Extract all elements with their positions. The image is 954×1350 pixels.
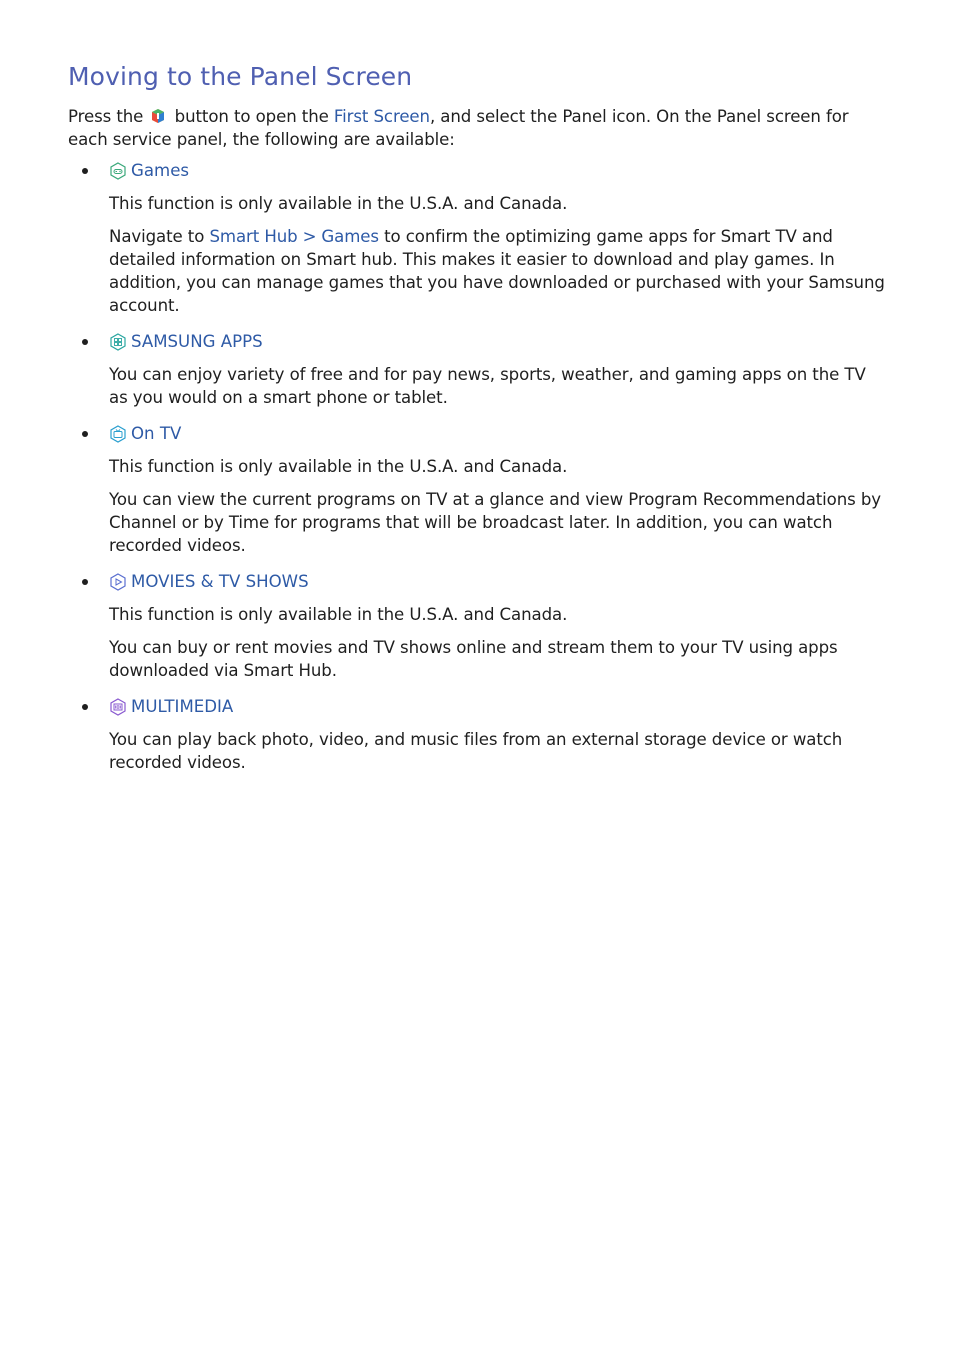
intro-text-3: , and select the Panel icon. On the Panel screen for each service panel, the following are available: <box>68 107 849 149</box>
item-paragraph: You can view the current programs on TV at a glance and view Program Recommendations by Channel or by Time for programs that will be broadcast later. In addition, you can watch recorded videos. <box>109 490 882 555</box>
samsung-apps-icon <box>109 333 127 351</box>
bullet <box>82 704 88 710</box>
intro-paragraph <box>68 105 888 151</box>
item-paragraph: This function is only available in the U.S.A. and Canada. <box>109 605 568 624</box>
item-title-on-tv <box>109 422 888 445</box>
bullet <box>82 431 88 437</box>
games-link[interactable]: Games <box>321 227 379 246</box>
list-item-samsung-apps <box>68 330 888 409</box>
item-title-text: On TV <box>131 424 182 443</box>
paragraph-text: Navigate to <box>109 227 205 246</box>
bullet <box>82 339 88 345</box>
item-title-text: SAMSUNG APPS <box>131 332 263 351</box>
intro-text-2: button to open the <box>174 107 329 126</box>
item-paragraph: You can enjoy variety of free and for pay news, sports, weather, and gaming apps on the TV as you would on a smart phone or tablet. <box>109 365 866 407</box>
list-item-multimedia <box>68 695 888 774</box>
on-tv-icon <box>109 425 127 443</box>
item-title-games <box>109 159 888 182</box>
item-title-movies-tv-shows <box>109 570 888 593</box>
bullet <box>82 168 88 174</box>
list-item-movies-tv-shows <box>68 570 888 682</box>
chevron-right-icon: > <box>302 227 317 246</box>
movies-tv-shows-icon <box>109 573 127 591</box>
item-title-multimedia <box>109 695 888 718</box>
paragraph-text: to confirm the optimizing game apps for Smart TV and detailed information on Smart hub. This makes it easier to download and play games. In addition, you can manage games that you have downloaded or purchased with your Samsung account. <box>109 227 885 315</box>
intro-text-1: Press the <box>68 107 144 126</box>
manual-page <box>68 62 888 787</box>
item-paragraph: You can buy or rent movies and TV shows online and stream them to your TV using apps downloaded via Smart Hub. <box>109 638 838 680</box>
item-paragraph <box>109 225 888 317</box>
item-paragraph: This function is only available in the U.S.A. and Canada. <box>109 457 568 476</box>
panel-list <box>68 159 888 774</box>
smart-hub-link[interactable]: Smart Hub <box>209 227 298 246</box>
item-title-text: Games <box>131 161 190 180</box>
item-title-text: MULTIMEDIA <box>131 697 234 716</box>
list-item-games <box>68 159 888 317</box>
item-paragraph: You can play back photo, video, and music files from an external storage device or watch recorded videos. <box>109 730 843 772</box>
smart-hub-button-icon <box>151 108 165 124</box>
item-paragraph: This function is only available in the U.S.A. and Canada. <box>109 194 568 213</box>
games-icon <box>109 162 127 180</box>
multimedia-icon <box>109 698 127 716</box>
first-screen-link[interactable]: First Screen <box>333 107 430 126</box>
item-title-samsung-apps <box>109 330 888 353</box>
page-title: Moving to the Panel Screen <box>68 62 413 91</box>
bullet <box>82 579 88 585</box>
item-title-text: MOVIES & TV SHOWS <box>131 572 309 591</box>
list-item-on-tv <box>68 422 888 557</box>
